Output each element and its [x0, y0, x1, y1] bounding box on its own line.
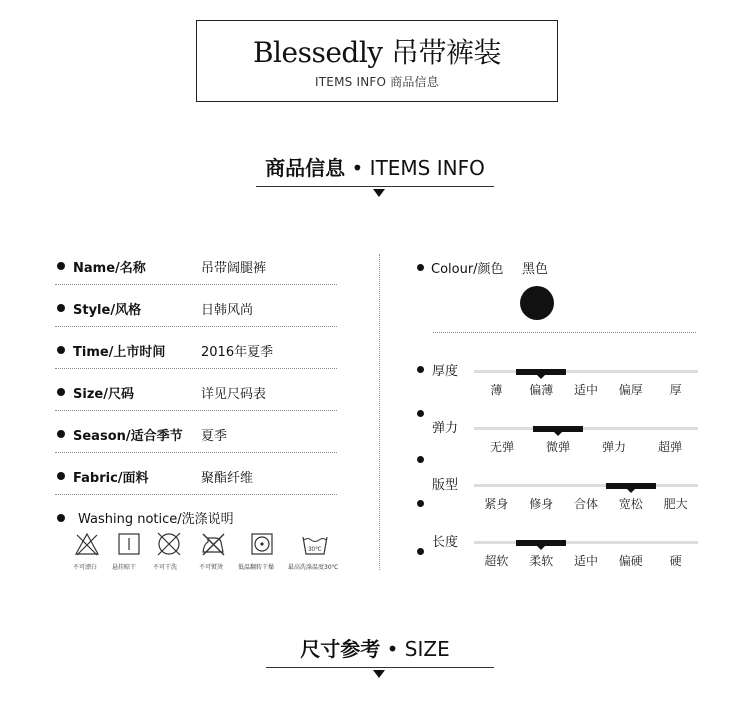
attr-label-thickness: 厚度	[432, 364, 459, 379]
scale-option: 薄	[490, 383, 503, 397]
spec-key: Season/适合季节	[73, 429, 183, 444]
bullet-icon	[57, 262, 65, 270]
no-iron-icon	[200, 532, 226, 556]
section-heading-items-info	[0, 152, 750, 181]
scale-option: 无弹	[489, 440, 514, 454]
spec-row-season	[55, 422, 337, 453]
colour-label: Colour/颜色	[431, 262, 504, 277]
scale-option: 柔软	[529, 554, 554, 568]
wash-caption: 最高洗涤温度30℃	[288, 564, 339, 571]
scale-track-elasticity	[474, 427, 698, 430]
section-underline	[266, 667, 494, 668]
wash-30-icon	[301, 532, 329, 556]
colour-value: 黑色	[522, 262, 549, 277]
scale-pointer-icon	[537, 375, 545, 379]
scale-option: 适中	[573, 554, 598, 568]
scale-option: 厚	[669, 383, 682, 397]
spec-key: Size/尺码	[73, 387, 134, 402]
section-title-cn: 尺寸参考	[300, 637, 381, 661]
wash-item	[249, 532, 275, 560]
wash-item	[200, 532, 226, 560]
spec-value: 日韩风尚	[201, 303, 254, 318]
scale-option: 适中	[573, 383, 598, 397]
bullet-icon	[417, 264, 424, 271]
spec-value: 2016年夏季	[201, 345, 274, 360]
bullet-icon	[57, 430, 65, 438]
spec-value: 聚酯纤维	[201, 471, 254, 486]
scale-option: 合体	[573, 497, 598, 511]
spec-key: Time/上市时间	[73, 345, 166, 360]
wash-item	[156, 532, 182, 560]
bullet-icon	[417, 366, 424, 373]
scale-option: 宽松	[618, 497, 643, 511]
spec-row-name	[55, 254, 337, 285]
scale-option: 超弹	[657, 440, 682, 454]
brand-banner	[196, 20, 558, 102]
washing-notice-label: Washing notice/洗涤说明	[78, 512, 234, 527]
wash-caption: 不可漂白	[73, 564, 98, 571]
spec-row-time	[55, 338, 337, 369]
attr-label-elasticity: 弹力	[432, 421, 459, 436]
bullet-icon	[417, 410, 424, 417]
scale-pointer-icon	[554, 432, 562, 436]
bullet-icon	[417, 548, 424, 555]
spec-row-size	[55, 380, 337, 411]
scale-option: 微弹	[545, 440, 570, 454]
scale-track-fit	[474, 484, 698, 487]
bullet-icon	[417, 456, 424, 463]
wash-caption: 不可干洗	[153, 564, 178, 571]
spec-value: 夏季	[201, 429, 228, 444]
scale-option: 弹力	[601, 440, 626, 454]
bullet-icon	[57, 388, 65, 396]
colour-swatch	[520, 286, 554, 320]
section-title-dot: •	[351, 156, 370, 180]
no-dry-clean-icon	[156, 532, 182, 556]
bullet-icon	[57, 514, 65, 522]
scale-pointer-icon	[627, 489, 635, 493]
attr-label-length: 长度	[432, 535, 459, 550]
hang-dry-icon	[116, 532, 142, 556]
spec-key: Style/风格	[73, 303, 142, 318]
scale-option: 偏薄	[529, 383, 554, 397]
section-title-dot: •	[386, 637, 405, 661]
tumble-dry-low-icon	[249, 532, 275, 556]
attr-label-fit: 版型	[432, 478, 459, 493]
bullet-icon	[57, 472, 65, 480]
wash-item	[301, 532, 329, 560]
wash-temp-symbol: 30℃	[308, 547, 322, 553]
colour-divider	[433, 332, 696, 333]
section-title-en: ITEMS INFO	[369, 156, 485, 180]
scale-pointer-icon	[537, 546, 545, 550]
wash-caption: 低温翻转干燥	[238, 564, 275, 571]
spec-row-fabric	[55, 464, 337, 495]
section-underline	[256, 186, 494, 187]
bullet-icon	[57, 346, 65, 354]
brand-subtitle: ITEMS INFO 商品信息	[315, 75, 439, 89]
scale-track-thickness	[474, 370, 698, 373]
spec-key: Name/名称	[73, 261, 146, 276]
brand-title: Blessedly 吊带裤装	[252, 36, 501, 69]
spec-value: 吊带阔腿裤	[201, 261, 267, 276]
scale-option: 紧身	[484, 497, 509, 511]
wash-item	[116, 532, 142, 560]
scale-option: 偏硬	[618, 554, 643, 568]
section-arrow-icon	[373, 189, 385, 197]
scale-option: 修身	[529, 497, 554, 511]
section-arrow-icon	[373, 670, 385, 678]
scale-option: 超软	[484, 554, 509, 568]
scale-track-length	[474, 541, 698, 544]
spec-row-style	[55, 296, 337, 327]
bullet-icon	[417, 500, 424, 507]
scale-option: 硬	[669, 554, 682, 568]
wash-caption: 悬挂晾干	[112, 564, 137, 571]
no-bleach-icon	[74, 532, 100, 556]
bullet-icon	[57, 304, 65, 312]
wash-item	[74, 532, 100, 560]
column-divider	[379, 254, 380, 570]
section-title-en: SIZE	[404, 637, 450, 661]
scale-option: 肥大	[663, 497, 688, 511]
spec-key: Fabric/面料	[73, 471, 149, 486]
section-heading-size	[0, 633, 750, 662]
spec-value: 详见尺码表	[201, 387, 267, 402]
scale-option: 偏厚	[618, 383, 643, 397]
section-title-cn: 商品信息	[265, 156, 346, 180]
wash-caption: 不可熨烫	[199, 564, 224, 571]
